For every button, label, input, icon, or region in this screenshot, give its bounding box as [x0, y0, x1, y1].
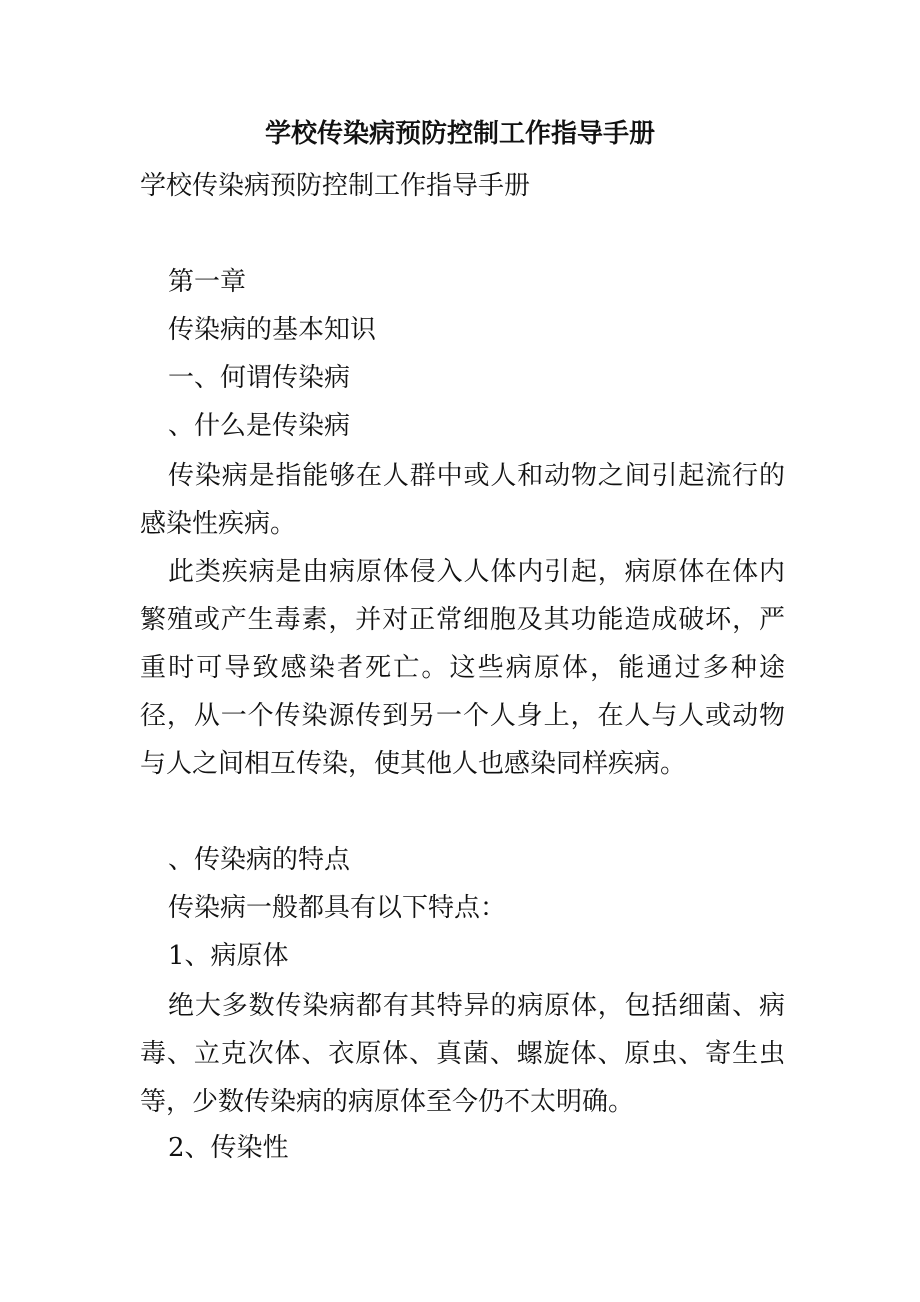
document-title: 学校传染病预防控制工作指导手册	[264, 119, 655, 149]
paragraph: 传染病是指能够在人群中或人和动物之间引起流行的感染性疾病。	[140, 461, 785, 539]
document-subtitle: 学校传染病预防控制工作指导手册	[140, 171, 531, 201]
list-item-heading: 1、病原体	[168, 941, 289, 971]
paragraph: 绝大多数传染病都有其特异的病原体，包括细菌、病毒、立克次体、衣原体、真菌、螺旋体、原虫、寄生虫等，少数传染病的病原体至今仍不太明确。	[140, 991, 785, 1117]
subsection-heading: 、什么是传染病	[168, 411, 351, 441]
subsection-heading: 、传染病的特点	[168, 845, 351, 875]
chapter-label: 第一章	[168, 267, 247, 297]
chapter-title: 传染病的基本知识	[168, 315, 377, 345]
paragraph: 此类疾病是由病原体侵入人体内引起，病原体在体内繁殖或产生毒素，并对正常细胞及其功能造成破坏，严重时可导致感染者死亡。这些病原体，能通过多种途径，从一个传染源传到另一个人身上，在人与人或动物与人之间相互传染，使其他人也感染同样疾病。	[140, 557, 785, 779]
paragraph: 传染病一般都具有以下特点：	[168, 893, 507, 923]
section-heading: 一、何谓传染病	[168, 363, 351, 393]
list-item-heading: 2、传染性	[168, 1133, 289, 1163]
